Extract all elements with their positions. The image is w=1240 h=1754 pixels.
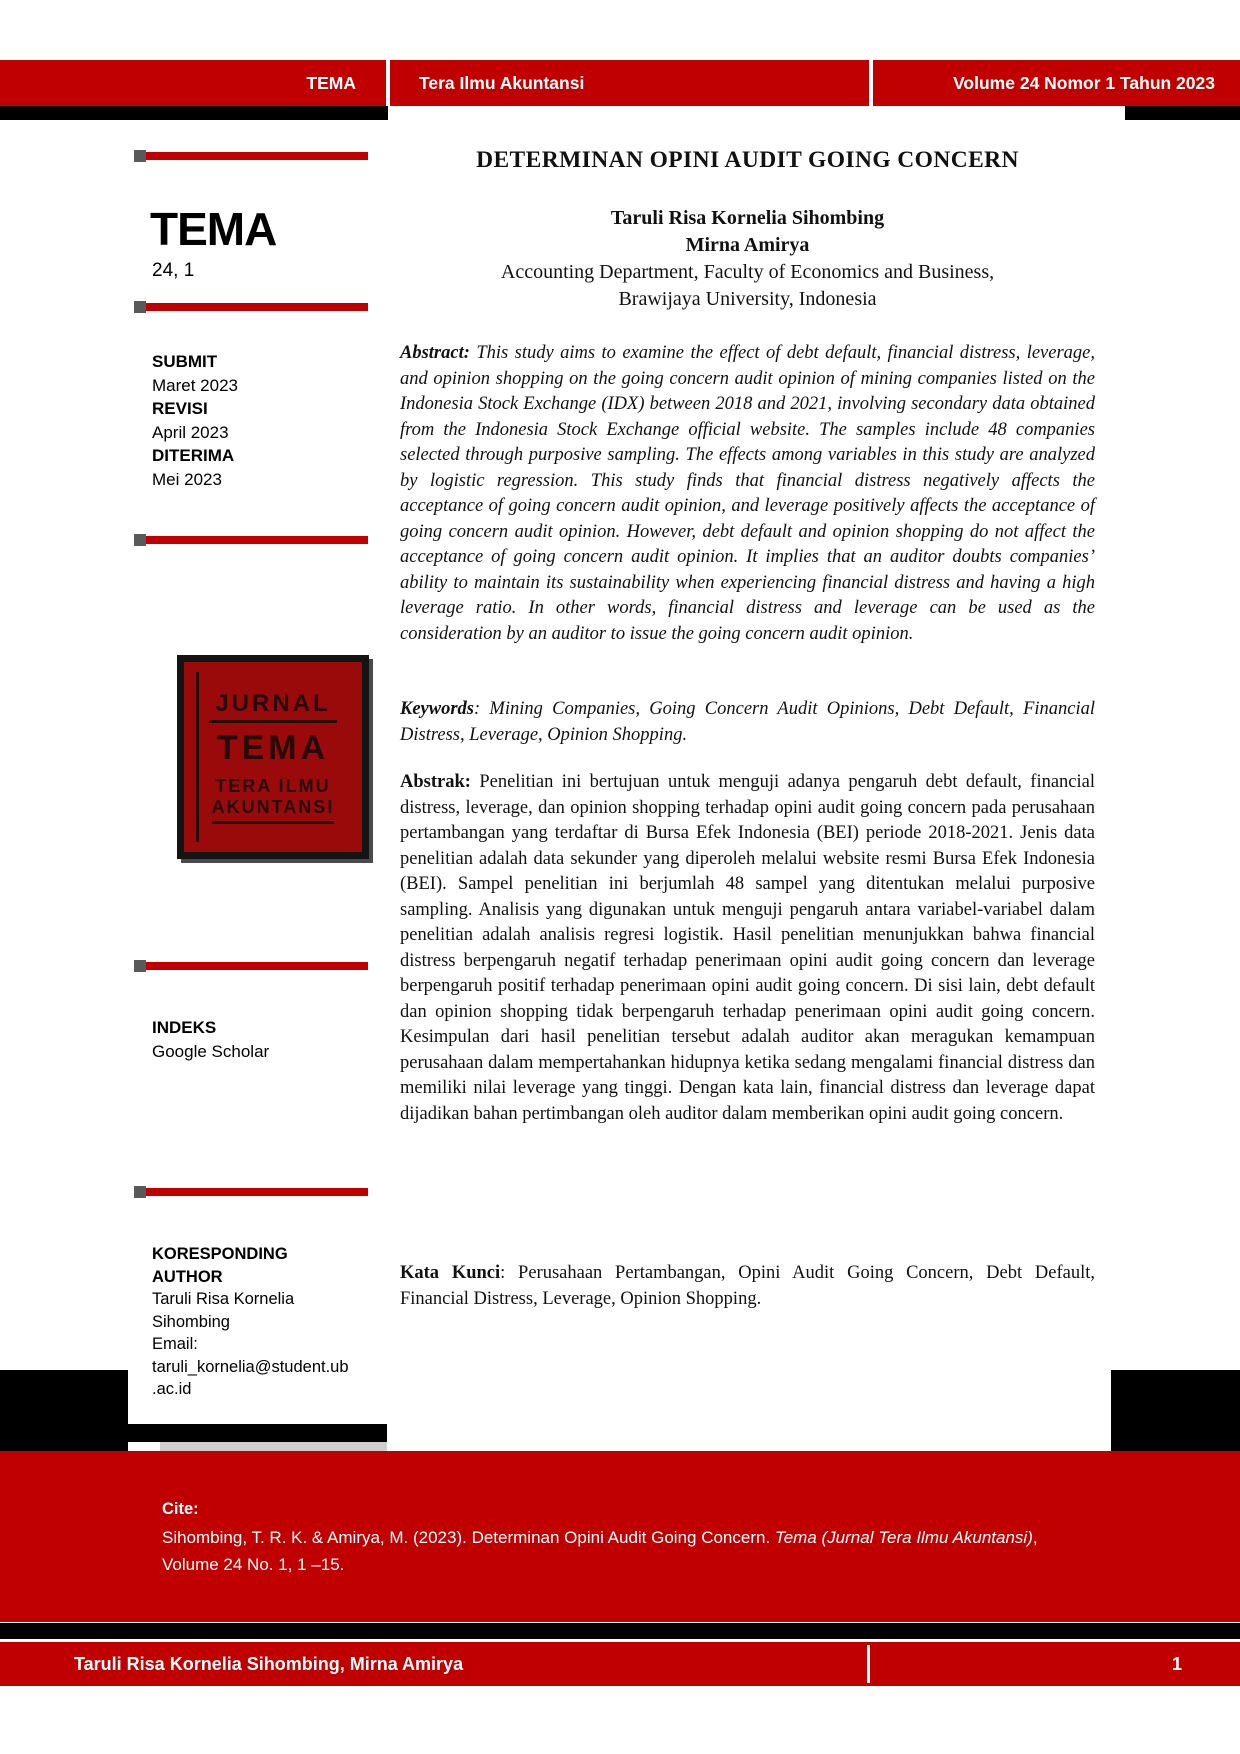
affiliation-line-2: Brawijaya University, Indonesia [618, 288, 877, 310]
email-label: Email: [152, 1335, 198, 1353]
article-affiliation [400, 259, 1095, 313]
footer-bar [0, 1642, 1240, 1686]
katakunci-text: : Perusahaan Pertambangan, Opini Audit Going Concern, Debt Default, Financial Distress, Leverage, Opinion Shopping. [400, 1263, 1095, 1309]
accepted-date: Mei 2023 [152, 469, 222, 489]
cover-line-4: AKUNTANSI [212, 797, 335, 824]
revision-label: REVISI [152, 399, 208, 418]
header-journal-name: Tera Ilmu Akuntansi [419, 72, 585, 93]
email-value: taruli_kornelia@student.ub.ac.id [152, 1357, 349, 1398]
index-label: INDEKS [152, 1018, 217, 1037]
index-block [152, 1016, 269, 1063]
sidebar-rule-4 [146, 962, 368, 970]
cover-line-1: JURNAL [209, 690, 336, 723]
accepted-label: DITERIMA [152, 446, 235, 465]
abstrak-paragraph [400, 770, 1095, 1127]
author-2: Mirna Amirya [685, 234, 810, 256]
keywords-text: : Mining Companies, Going Concern Audit Opinions, Debt Default, Financial Distress, Leverage, Opinion Shopping. [400, 699, 1095, 745]
footer-authors: Taruli Risa Kornelia Sihombing, Mirna Amirya [74, 1653, 464, 1674]
cite-text-start: Sihombing, T. R. K. & Amirya, M. (2023). Determinan Opini Audit Going Concern. [162, 1527, 775, 1547]
index-value: Google Scholar [152, 1041, 270, 1061]
header-volume-info: Volume 24 Nomor 1 Tahun 2023 [953, 72, 1215, 93]
affiliation-line-1: Accounting Department, Faculty of Economics and Business, [500, 261, 995, 283]
cover-left-line [196, 672, 199, 842]
cite-band [0, 1451, 1240, 1622]
footer-black-bar [0, 1623, 1240, 1639]
rule-accent-square [134, 301, 146, 313]
journal-cover-thumbnail [177, 655, 369, 859]
cover-line-3: TERA ILMU [215, 776, 331, 796]
sidebar-rule-1 [146, 152, 368, 160]
issue-number: 24, 1 [152, 260, 195, 281]
journal-logo-text: TEMA [150, 203, 277, 255]
abstract-label: Abstract: [400, 343, 470, 363]
cover-line-2: TEMA [216, 729, 330, 767]
sidebar-bottom-gray-strip [160, 1442, 387, 1451]
sidebar-rule-5 [146, 1188, 368, 1196]
author-1: Taruli Risa Kornelia Sihombing [610, 207, 885, 229]
journal-header-bar [0, 60, 1240, 106]
sidebar-rule-3 [146, 536, 368, 544]
revision-date: April 2023 [152, 422, 229, 442]
footer-page-number: 1 [1171, 1653, 1182, 1674]
corresponding-label: KORESPONDING AUTHOR [152, 1245, 288, 1286]
corresponding-name: Taruli Risa Kornelia Sihombing [152, 1290, 295, 1331]
keywords-paragraph [400, 697, 1095, 748]
article-authors [400, 205, 1095, 259]
bottom-black-block-left [0, 1370, 128, 1451]
submit-label: SUBMIT [152, 352, 218, 371]
sidebar-bottom-black-bar [125, 1424, 387, 1442]
cite-text-block [162, 1496, 1082, 1579]
rule-accent-square [134, 534, 146, 546]
rule-accent-square [134, 1186, 146, 1198]
cite-text-end: , Volume 24 No. 1, 1 –15. [162, 1527, 1038, 1574]
keywords-label: Keywords [400, 699, 474, 719]
bottom-black-block-right [1111, 1370, 1240, 1451]
corresponding-author-block [152, 1243, 352, 1401]
abstract-text: This study aims to examine the effect of debt default, financial distress, leverage, and opinion shopping on the going concern audit opinion of mining companies listed on the Indonesia Stock Exchange (IDX) between 2018 and 2021, involving secondary data obtained from the Indonesia Stock Exchange official website. The samples include 48 companies selected through purposive sampling. The effects among variables in this study are analyzed by logistic regression. This study finds that financial distress negatively affects the acceptance of going concern audit opinion, and leverage positively affects the acceptance of going concern audit opinion. However, debt default and opinion shopping do not affect the acceptance of going concern audit opinion. It implies that an auditor doubts companies’ ability to maintain its sustainability when experiencing financial distress and having a high leverage ratio. In other words, financial distress and leverage can be used as the consideration by an auditor to issue the going concern audit opinion. [400, 343, 1095, 644]
abstrak-text: Penelitian ini bertujuan untuk menguji adanya pengaruh debt default, financial distress, leverage, dan opinion shopping terhadap opini audit going concern pada perusahaan pertambangan yang terdaftar di Bursa Efek Indonesia (BEI) periode 2018-2021. Jenis data penelitian adalah data sekunder yang diperoleh melalui website resmi Bursa Efek Indonesia (BEI). Sampel penelitian ini berjumlah 48 sampel yang ditentukan melalui purposive sampling. Analisis yang digunakan untuk menguji pengaruh antara variabel-variabel dalam penelitian adalah analisis regresi logistik. Hasil penelitian menunjukkan bahwa financial distress berpengaruh negatif terhadap penerimaan opini audit going concern dan leverage berpengaruh positif terhadap penerimaan opini audit going concern. Di sisi lain, debt default dan opinion shopping tidak berpengaruh terhadap penerimaan opini audit going concern. Kesimpulan dari hasil penelitian tersebut adalah auditor akan meragukan kemampuan perusahaan dalam mempertahankan hidupnya ketika sedang mengalami financial distress dan memiliki nilai leverage yang tinggi. Dengan kata lain, financial distress dan leverage dapat dijadikan bahan pertimbangan oleh auditor dalam memberikan opini audit going concern. [400, 772, 1095, 1124]
header-journal-abbr: TEMA [306, 72, 356, 93]
katakunci-paragraph [400, 1261, 1095, 1312]
header-black-strip-left [0, 106, 388, 120]
rule-accent-square [134, 960, 146, 972]
cite-label: Cite: [162, 1500, 199, 1518]
submit-date: Maret 2023 [152, 375, 238, 395]
katakunci-label: Kata Kunci [400, 1263, 501, 1283]
abstrak-label: Abstrak: [400, 772, 471, 792]
header-black-strip-right [1125, 106, 1240, 120]
abstract-paragraph [400, 341, 1095, 647]
sidebar-rule-2 [146, 303, 368, 311]
cite-text-italic: Tema (Jurnal Tera Ilmu Akuntansi) [774, 1527, 1033, 1547]
submission-dates [152, 350, 238, 491]
rule-accent-square [134, 150, 146, 162]
article-title: DETERMINAN OPINI AUDIT GOING CONCERN [476, 147, 1019, 173]
